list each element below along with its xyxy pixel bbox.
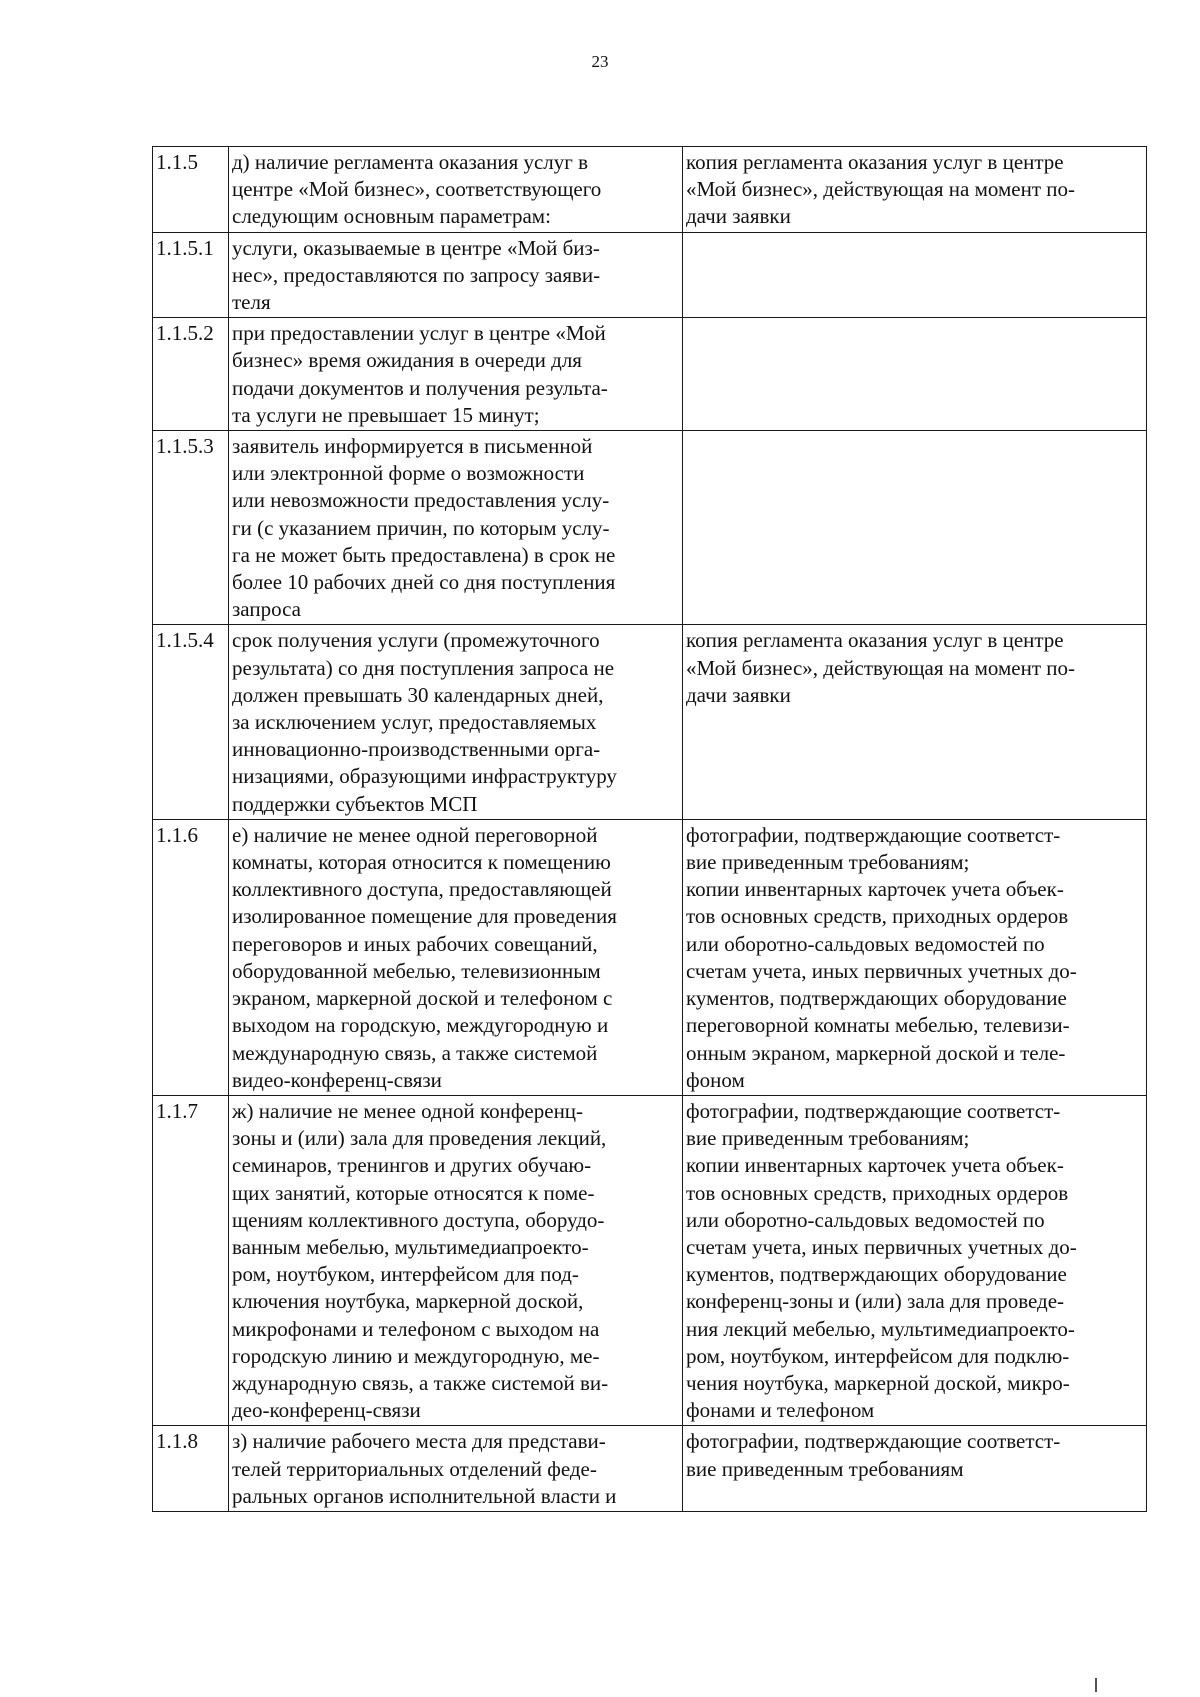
document-cell xyxy=(683,1426,1147,1512)
requirement-cell xyxy=(229,1426,683,1512)
requirement-cell xyxy=(229,147,683,233)
requirement-text-line: щих занятий, которые относятся к поме- xyxy=(232,1180,595,1205)
requirement-text-line: более 10 рабочих дней со дня поступления xyxy=(232,570,616,595)
requirement-cell xyxy=(229,625,683,819)
requirement-text-line: экраном, маркерной доской и телефоном с xyxy=(232,986,613,1011)
document-text-line: дачи заявки xyxy=(686,682,791,707)
requirement-text-line: городскую линию и междугородную, ме- xyxy=(232,1343,600,1368)
table-row xyxy=(153,147,1147,233)
document-text-line: переговорной комнаты мебелью, телевизи- xyxy=(686,1013,1070,1038)
requirement-cell xyxy=(229,232,683,318)
requirement-text-line: бизнес» время ожидания в очереди для xyxy=(232,348,582,373)
requirement-text-line: ральных органов исполнительной власти и xyxy=(232,1483,617,1508)
requirement-text-line: ждународную связь, а также системой ви- xyxy=(232,1370,609,1395)
document-text-line: кументов, подтверждающих оборудование xyxy=(686,986,1067,1011)
requirement-text-line: следующим основным параметрам: xyxy=(232,204,551,229)
requirement-text-line: международную связь, а также системой xyxy=(232,1040,598,1065)
requirement-text-line: зоны и (или) зала для проведения лекций, xyxy=(232,1126,607,1151)
requirement-text-line: е) наличие не менее одной переговорной xyxy=(232,822,598,847)
item-number-cell: 1.1.5.4 xyxy=(153,625,229,819)
table-row xyxy=(153,819,1147,1095)
item-number-cell: 1.1.5.3 xyxy=(153,431,229,625)
table-row xyxy=(153,1426,1147,1512)
document-cell xyxy=(683,431,1147,625)
document-cell xyxy=(683,819,1147,1095)
requirement-text-line: нес», предоставляются по запросу заяви- xyxy=(232,262,601,287)
requirement-text-line: переговоров и иных рабочих совещаний, xyxy=(232,931,598,956)
document-text-line: дачи заявки xyxy=(686,204,791,229)
requirement-text-line: при предоставлении услуг в центре «Мой xyxy=(232,321,606,346)
document-text-line: счетам учета, иных первичных учетных до- xyxy=(686,1234,1077,1259)
requirement-text-line: га не может быть предоставлена) в срок не xyxy=(232,542,616,567)
requirement-text-line: запроса xyxy=(232,597,301,622)
document-text-line: ния лекций мебелью, мультимедиапроекто- xyxy=(686,1316,1075,1341)
document-cell xyxy=(683,147,1147,233)
requirement-text-line: должен превышать 30 календарных дней, xyxy=(232,682,604,707)
requirement-cell xyxy=(229,318,683,431)
document-text-line: копия регламента оказания услуг в центре xyxy=(686,628,1064,653)
requirement-text-line: ж) наличие не менее одной конференц- xyxy=(232,1098,584,1123)
requirement-text-line: срок получения услуги (промежуточного xyxy=(232,628,600,653)
document-text-line: онным экраном, маркерной доской и теле- xyxy=(686,1040,1066,1065)
requirement-text-line: д) наличие регламента оказания услуг в xyxy=(232,150,589,174)
requirement-text-line: заявитель информируется в письменной xyxy=(232,434,593,459)
requirement-text-line: видео-конференц-связи xyxy=(232,1067,442,1092)
requirement-text-line: подачи документов и получения результа- xyxy=(232,375,608,400)
table-row xyxy=(153,1095,1147,1425)
document-text-line: или оборотно-сальдовых ведомостей по xyxy=(686,931,1045,956)
document-text-line: фотографии, подтверждающие соответст- xyxy=(686,822,1061,847)
item-number-cell: 1.1.5 xyxy=(153,147,229,233)
document-cell xyxy=(683,318,1147,431)
document-text-line: фоном xyxy=(686,1067,745,1092)
table-body xyxy=(153,147,1147,1512)
table-row xyxy=(153,318,1147,431)
table-row xyxy=(153,232,1147,318)
requirement-cell xyxy=(229,819,683,1095)
document-text-line: вие приведенным требованиям; xyxy=(686,1126,970,1151)
item-number-cell: 1.1.5.2 xyxy=(153,318,229,431)
document-cell xyxy=(683,625,1147,819)
document-cell xyxy=(683,1095,1147,1425)
table-row xyxy=(153,431,1147,625)
requirement-text-line: та услуги не превышает 15 минут; xyxy=(232,402,540,427)
requirement-text-line: коллективного доступа, предоставляющей xyxy=(232,877,612,902)
requirement-text-line: оборудованной мебелью, телевизионным xyxy=(232,958,601,983)
requirements-table xyxy=(152,146,1147,1512)
requirement-text-line: ги (с указанием причин, по которым услу- xyxy=(232,515,610,540)
document-text-line: вие приведенным требованиям xyxy=(686,1456,964,1481)
document-text-line: фотографии, подтверждающие соответст- xyxy=(686,1429,1061,1454)
requirement-text-line: выходом на городскую, междугородную и xyxy=(232,1013,609,1038)
requirement-text-line: или невозможности предоставления услу- xyxy=(232,488,610,513)
item-number-cell: 1.1.5.1 xyxy=(153,232,229,318)
document-text-line: фотографии, подтверждающие соответст- xyxy=(686,1098,1061,1123)
requirement-text-line: щениям коллективного доступа, оборудо- xyxy=(232,1207,605,1232)
requirement-text-line: ключения ноутбука, маркерной доской, xyxy=(232,1289,584,1314)
item-number-cell: 1.1.7 xyxy=(153,1095,229,1425)
scan-mark xyxy=(1095,1678,1097,1692)
requirement-text-line: центре «Мой бизнес», соответствующего xyxy=(232,177,602,202)
document-text-line: вие приведенным требованиям; xyxy=(686,850,970,875)
requirement-text-line: изолированное помещение для проведения xyxy=(232,904,617,929)
document-text-line: кументов, подтверждающих оборудование xyxy=(686,1262,1067,1287)
document-text-line: копии инвентарных карточек учета объек- xyxy=(686,1153,1064,1178)
requirement-text-line: за исключением услуг, предоставляемых xyxy=(232,710,597,735)
requirement-text-line: низациями, образующими инфраструктуру xyxy=(232,764,617,789)
item-number-cell: 1.1.8 xyxy=(153,1426,229,1512)
requirement-text-line: поддержки субъектов МСП xyxy=(232,791,478,816)
requirement-text-line: комнаты, которая относится к помещению xyxy=(232,850,611,875)
document-text-line: копия регламента оказания услуг в центре xyxy=(686,150,1064,174)
requirement-text-line: результата) со дня поступления запроса не xyxy=(232,655,615,680)
requirement-text-line: микрофонами и телефоном с выходом на xyxy=(232,1316,600,1341)
requirement-text-line: инновационно-производственными орга- xyxy=(232,737,601,762)
requirement-cell xyxy=(229,431,683,625)
document-text-line: ром, ноутбуком, интерфейсом для подклю- xyxy=(686,1343,1070,1368)
document-text-line: тов основных средств, приходных ордеров xyxy=(686,1180,1069,1205)
requirement-text-line: или электронной форме о возможности xyxy=(232,461,585,486)
requirement-text-line: ванным мебелью, мультимедиапроекто- xyxy=(232,1234,589,1259)
requirement-text-line: услуги, оказываемые в центре «Мой биз- xyxy=(232,235,600,260)
requirement-text-line: семинаров, тренингов и других обучаю- xyxy=(232,1153,592,1178)
document-cell xyxy=(683,232,1147,318)
item-number-cell: 1.1.6 xyxy=(153,819,229,1095)
requirement-text-line: телей территориальных отделений феде- xyxy=(232,1456,597,1481)
document-text-line: «Мой бизнес», действующая на момент по- xyxy=(686,655,1075,680)
document-text-line: конференц-зоны и (или) зала для проведе- xyxy=(686,1289,1065,1314)
page-number: 23 xyxy=(591,52,609,71)
document-text-line: чения ноутбука, маркерной доской, микро- xyxy=(686,1370,1070,1395)
table-row xyxy=(153,625,1147,819)
document-text-line: фонами и телефоном xyxy=(686,1398,875,1423)
requirement-text-line: теля xyxy=(232,290,271,315)
document-text-line: копии инвентарных карточек учета объек- xyxy=(686,877,1064,902)
requirement-text-line: з) наличие рабочего места для представи- xyxy=(232,1429,606,1454)
document-text-line: тов основных средств, приходных ордеров xyxy=(686,904,1069,929)
document-text-line: «Мой бизнес», действующая на момент по- xyxy=(686,177,1075,202)
requirement-text-line: ром, ноутбуком, интерфейсом для под- xyxy=(232,1262,579,1287)
requirement-cell xyxy=(229,1095,683,1425)
document-text-line: счетам учета, иных первичных учетных до- xyxy=(686,958,1077,983)
document-text-line: или оборотно-сальдовых ведомостей по xyxy=(686,1207,1045,1232)
requirement-text-line: део-конференц-связи xyxy=(232,1398,421,1423)
